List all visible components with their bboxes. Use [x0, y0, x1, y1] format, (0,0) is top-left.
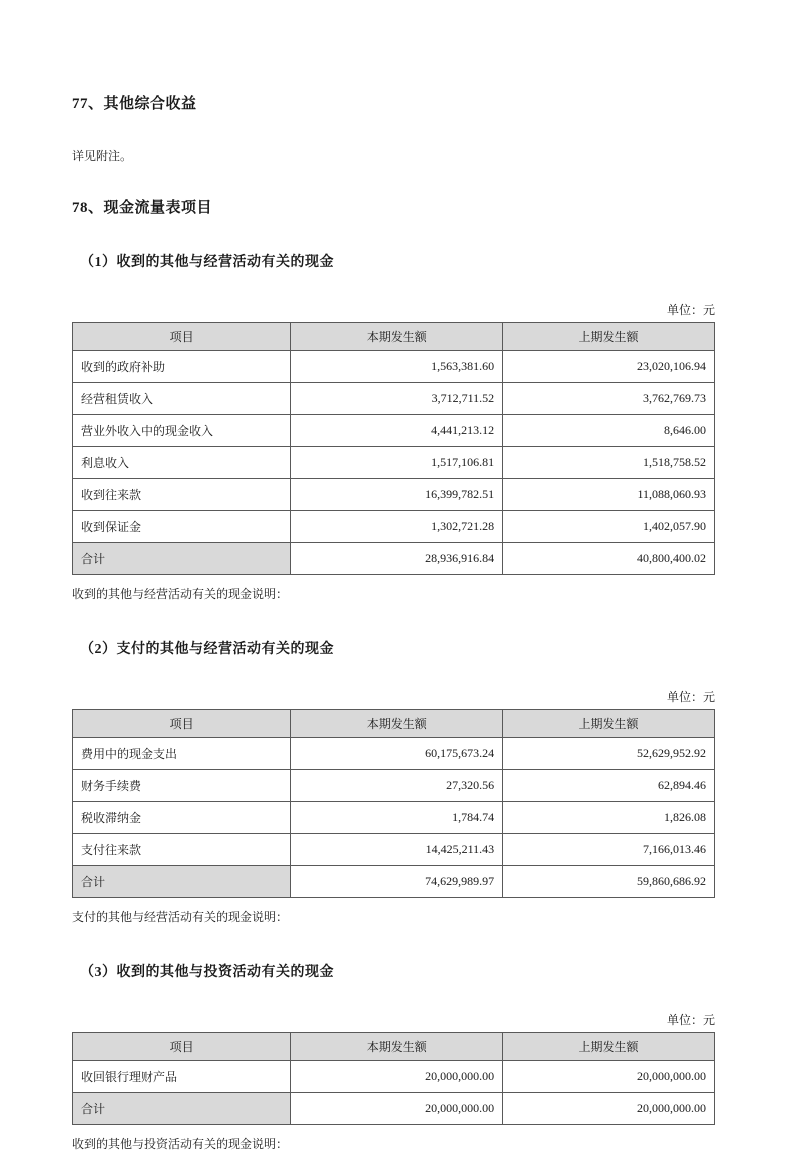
prior-amount-cell: 52,629,952.92 [503, 738, 715, 770]
table-row [73, 834, 715, 866]
section-78-heading: 78、现金流量表项目 [72, 200, 213, 216]
current-amount-cell: 3,712,711.52 [291, 383, 503, 415]
unit-label-3: 单位：元 [666, 1013, 715, 1027]
header-current-period: 本期发生额 [291, 710, 503, 738]
current-amount-cell: 16,399,782.51 [291, 479, 503, 511]
header-current-period: 本期发生额 [291, 1033, 503, 1061]
current-amount-cell: 1,784.74 [291, 802, 503, 834]
current-amount-cell: 1,517,106.81 [291, 447, 503, 479]
total-label-cell: 合计 [73, 543, 291, 575]
prior-amount-cell: 23,020,106.94 [503, 351, 715, 383]
current-amount-cell: 27,320.56 [291, 770, 503, 802]
table-header-row [73, 323, 715, 351]
table-row [73, 770, 715, 802]
table-note-1: 收到的其他与经营活动有关的现金说明： [72, 587, 289, 601]
item-name-cell: 收到保证金 [73, 511, 291, 543]
subsection-1 [72, 251, 715, 602]
subsection-2 [72, 638, 715, 925]
table-header-row [73, 710, 715, 738]
item-name-cell: 支付往来款 [73, 834, 291, 866]
prior-amount-cell: 1,402,057.90 [503, 511, 715, 543]
current-amount-cell: 4,441,213.12 [291, 415, 503, 447]
item-name-cell: 财务手续费 [73, 770, 291, 802]
prior-amount-cell: 3,762,769.73 [503, 383, 715, 415]
unit-label-2: 单位：元 [666, 690, 715, 704]
table-row [73, 351, 715, 383]
cash-received-investing-table [72, 1032, 715, 1125]
header-prior-period: 上期发生额 [503, 1033, 715, 1061]
table-row [73, 511, 715, 543]
prior-amount-cell: 11,088,060.93 [503, 479, 715, 511]
current-amount-cell: 60,175,673.24 [291, 738, 503, 770]
header-prior-period: 上期发生额 [503, 323, 715, 351]
total-label-cell: 合计 [73, 1093, 291, 1125]
total-current-cell: 28,936,916.84 [291, 543, 503, 575]
prior-amount-cell: 7,166,013.46 [503, 834, 715, 866]
header-item: 项目 [73, 1033, 291, 1061]
table-note-2: 支付的其他与经营活动有关的现金说明： [72, 910, 289, 924]
item-name-cell: 收到的政府补助 [73, 351, 291, 383]
table-row [73, 1061, 715, 1093]
prior-amount-cell: 1,826.08 [503, 802, 715, 834]
table-note-3: 收到的其他与投资活动有关的现金说明： [72, 1137, 289, 1151]
current-amount-cell: 1,563,381.60 [291, 351, 503, 383]
subsection-3-title: （3）收到的其他与投资活动有关的现金 [80, 965, 334, 980]
total-prior-cell: 40,800,400.02 [503, 543, 715, 575]
header-item: 项目 [73, 323, 291, 351]
total-prior-cell: 59,860,686.92 [503, 866, 715, 898]
table-row [73, 802, 715, 834]
total-label-cell: 合计 [73, 866, 291, 898]
item-name-cell: 收到往来款 [73, 479, 291, 511]
total-current-cell: 74,629,989.97 [291, 866, 503, 898]
cash-received-operating-table [72, 322, 715, 575]
prior-amount-cell: 62,894.46 [503, 770, 715, 802]
unit-label-1: 单位：元 [666, 303, 715, 317]
total-row [73, 543, 715, 575]
cash-paid-operating-table [72, 709, 715, 898]
prior-amount-cell: 20,000,000.00 [503, 1061, 715, 1093]
section-77-heading: 77、其他综合收益 [72, 96, 197, 112]
item-name-cell: 费用中的现金支出 [73, 738, 291, 770]
current-amount-cell: 20,000,000.00 [291, 1061, 503, 1093]
total-row [73, 866, 715, 898]
subsection-1-title: （1）收到的其他与经营活动有关的现金 [80, 255, 334, 270]
prior-amount-cell: 8,646.00 [503, 415, 715, 447]
current-amount-cell: 1,302,721.28 [291, 511, 503, 543]
total-row [73, 1093, 715, 1125]
item-name-cell: 税收滞纳金 [73, 802, 291, 834]
table-row [73, 738, 715, 770]
item-name-cell: 经营租赁收入 [73, 383, 291, 415]
item-name-cell: 收回银行理财产品 [73, 1061, 291, 1093]
table-row [73, 479, 715, 511]
section-77-note: 详见附注。 [72, 149, 133, 163]
table-row [73, 383, 715, 415]
subsection-3 [72, 961, 715, 1152]
header-item: 项目 [73, 710, 291, 738]
table-header-row [73, 1033, 715, 1061]
prior-amount-cell: 1,518,758.52 [503, 447, 715, 479]
header-current-period: 本期发生额 [291, 323, 503, 351]
item-name-cell: 营业外收入中的现金收入 [73, 415, 291, 447]
total-current-cell: 20,000,000.00 [291, 1093, 503, 1125]
item-name-cell: 利息收入 [73, 447, 291, 479]
total-prior-cell: 20,000,000.00 [503, 1093, 715, 1125]
current-amount-cell: 14,425,211.43 [291, 834, 503, 866]
subsection-2-title: （2）支付的其他与经营活动有关的现金 [80, 642, 334, 657]
table-row [73, 415, 715, 447]
table-row [73, 447, 715, 479]
header-prior-period: 上期发生额 [503, 710, 715, 738]
